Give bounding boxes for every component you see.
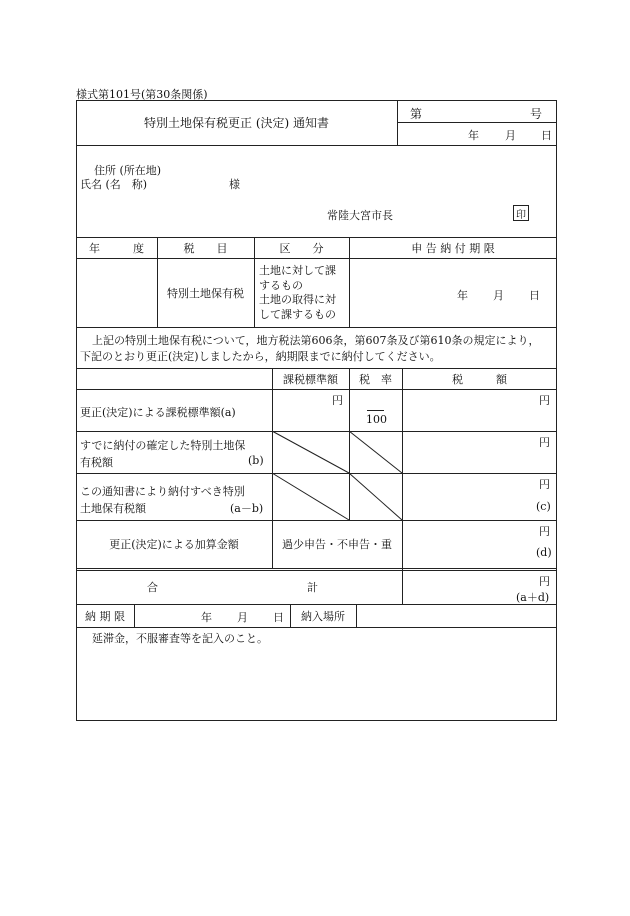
divider <box>356 604 357 627</box>
seal-mark: 印 <box>513 205 529 221</box>
issuer: 常陸大宮市長 <box>327 209 393 222</box>
payment-month: 月 <box>237 611 248 624</box>
yen-total: 円 <box>539 575 550 588</box>
yen-d-amount: 円 <box>539 525 550 538</box>
divider <box>134 604 135 627</box>
payment-day: 日 <box>273 611 284 624</box>
strike-b-rate <box>349 431 402 473</box>
header-category: 区 分 <box>279 241 324 255</box>
deadline-year: 年 <box>457 289 468 302</box>
strike-c-rate <box>349 473 402 520</box>
category-line: 土地の取得に対 <box>259 293 336 306</box>
tax-name: 特別土地保有税 <box>167 286 244 300</box>
divider <box>76 627 557 628</box>
name-label: 氏名 (名 称) <box>80 178 148 191</box>
strike-b-base <box>272 431 349 473</box>
row-d-mark: (d) <box>536 546 552 559</box>
yen-c-amount: 円 <box>539 478 550 491</box>
row-d-label: 更正(決定)による加算金額 <box>109 538 239 551</box>
date-month: 月 <box>505 129 516 142</box>
strike-c-base <box>272 473 349 520</box>
notice-line-2: 下記のとおり更正(決定)しましたから，納期限までに納付してください。 <box>80 350 441 363</box>
row-b-label-2: 有税額 <box>80 456 113 469</box>
date-year: 年 <box>468 129 479 142</box>
row-c-mark: (c) <box>536 500 551 513</box>
header-amount: 税 額 <box>452 372 507 386</box>
date-day: 日 <box>541 129 552 142</box>
yen-a-amount: 円 <box>539 394 550 407</box>
deadline-month: 月 <box>493 289 504 302</box>
payment-deadline-label: 納 期 限 <box>85 609 125 623</box>
payment-year: 年 <box>201 611 212 624</box>
row-c-formula: (a－b) <box>230 502 264 515</box>
form-id: 様式第101号(第30条関係) <box>76 88 208 101</box>
payment-place-label: 納入場所 <box>301 609 345 623</box>
address-label: 住所 (所在地) <box>94 164 162 177</box>
honorific: 様 <box>229 178 240 191</box>
row-b-label-1: すでに納付の確定した特別土地保 <box>80 439 246 452</box>
row-c-label-1: この通知書により納付すべき特別 <box>80 485 245 498</box>
header-year: 年 度 <box>89 241 144 255</box>
notice-line-1: 上記の特別土地保有税について，地方税法第606条，第607条及び第610条の規定により， <box>92 334 540 347</box>
total-mark: (a＋d) <box>516 591 550 604</box>
header-tax-item: 税 目 <box>183 241 228 255</box>
row-a-label: 更正(決定)による課税標準額(a) <box>80 406 236 419</box>
header-rate: 税 率 <box>359 372 392 386</box>
row-b-mark: (b) <box>248 454 264 467</box>
yen-b-amount: 円 <box>539 436 550 449</box>
rate-denominator: 100 <box>366 413 387 426</box>
header-base: 課税標準額 <box>283 372 338 386</box>
remarks: 延滞金，不服審査等を記入のこと。 <box>92 632 268 645</box>
row-d-type: 過少申告・不申告・重 <box>282 538 392 551</box>
doc-number-dai: 第 <box>410 107 423 121</box>
total-label-a: 合 <box>147 581 158 594</box>
total-label-b: 計 <box>307 581 318 594</box>
row-c-label-2: 土地保有税額 <box>80 502 146 515</box>
doc-number-go: 号 <box>530 107 543 121</box>
category-line: して課するもの <box>259 307 336 321</box>
deadline-day: 日 <box>529 289 540 302</box>
yen-a-base: 円 <box>332 394 343 407</box>
category-line: 土地に対して課 <box>259 264 336 277</box>
form-title: 特別土地保有税更正 (決定) 通知書 <box>144 116 329 130</box>
category-line: するもの <box>259 278 303 292</box>
header-deadline: 申 告 納 付 期 限 <box>411 241 495 255</box>
